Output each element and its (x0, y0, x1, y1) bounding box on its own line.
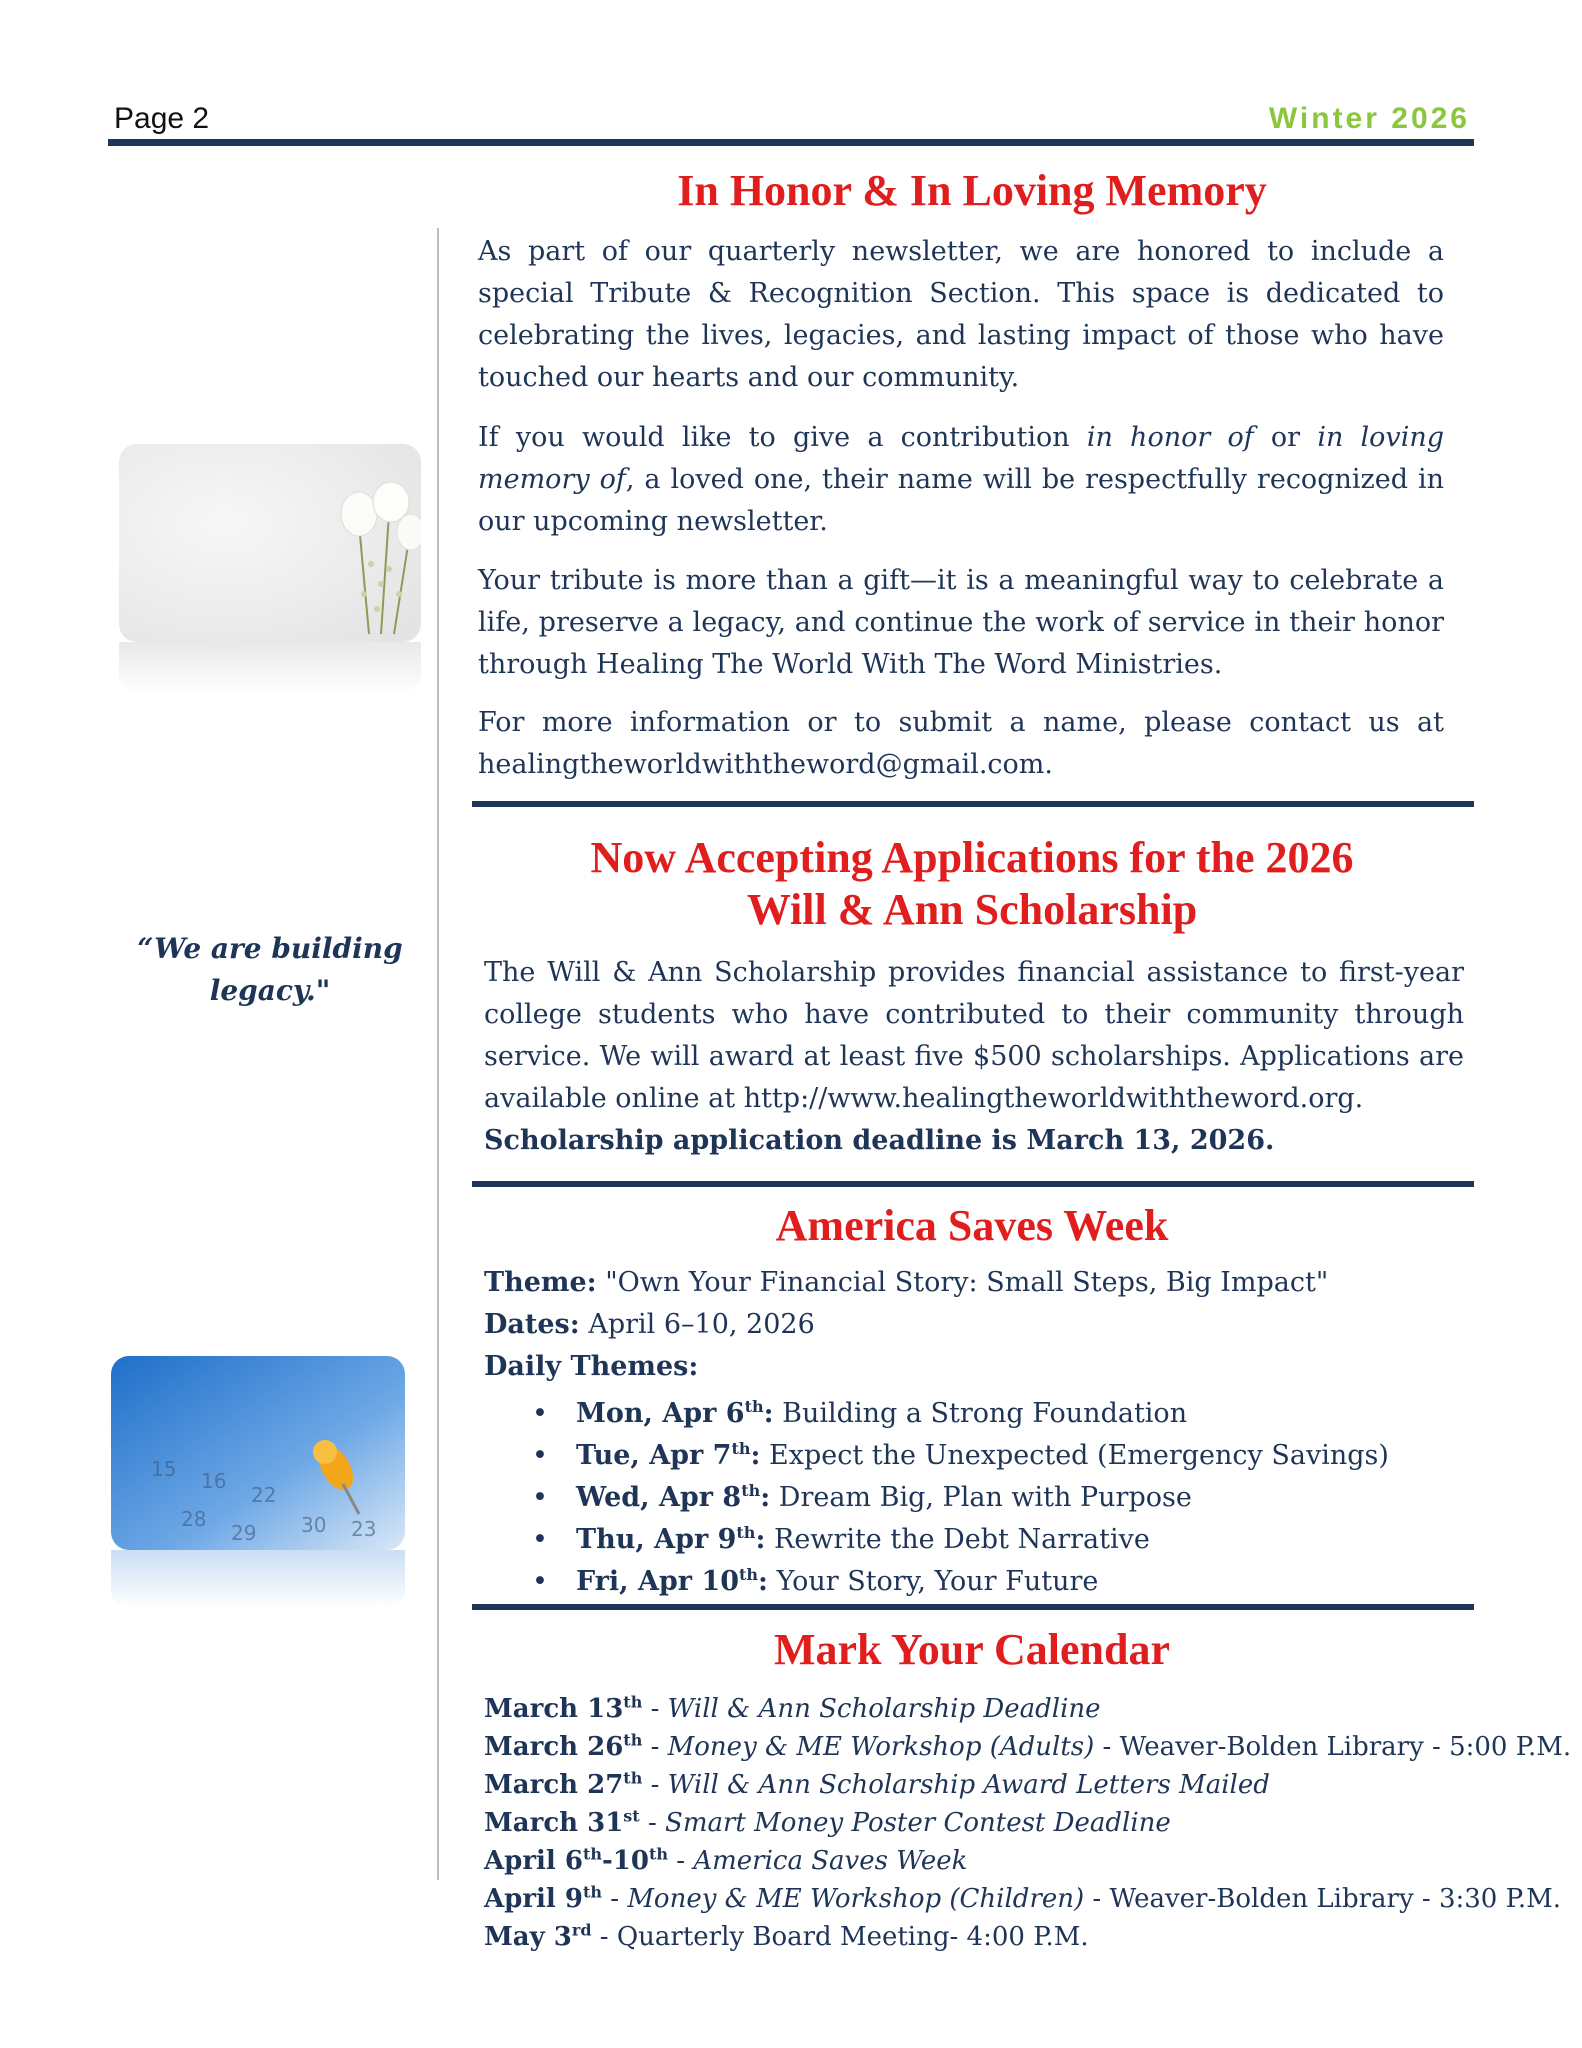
event-separator: - (601, 1884, 628, 1914)
calendar-event (484, 1880, 1561, 1918)
calendar-reflection (111, 1550, 405, 1608)
white-roses-icon (119, 444, 421, 642)
saves-dates-value: April 6–10, 2026 (579, 1309, 815, 1340)
honor-p2-italic-2: in loving memory of (478, 422, 1444, 495)
svg-text:23: 23 (351, 1517, 377, 1541)
event-date: April 6 (484, 1846, 583, 1876)
day-theme: Expect the Unexpected (Emergency Savings) (760, 1440, 1389, 1471)
honor-title: In Honor & In Loving Memory (677, 166, 1267, 215)
white-roses-reflection (119, 642, 421, 694)
day-suffix: th (739, 1565, 759, 1584)
event-name: Money & ME Workshop (Children) (627, 1884, 1085, 1914)
honor-p2-text: If you would like to give a contribution (478, 422, 1087, 453)
day-label: Mon, Apr 6 (576, 1398, 745, 1429)
svg-text:28: 28 (181, 1507, 207, 1531)
saves-daily-label: Daily Themes: (484, 1351, 699, 1382)
calendar-pushpin-icon (111, 1356, 405, 1550)
calendar-event (484, 1690, 1101, 1728)
day-colon: : (758, 1566, 769, 1597)
list-item (576, 1477, 1389, 1519)
saves-theme (484, 1262, 1464, 1304)
day-colon: : (760, 1482, 771, 1513)
calendar-title: Mark Your Calendar (774, 1625, 1170, 1674)
scholarship-body: The Will & Ann Scholarship provides financial assistance to first-year college students who have contributed to their community through service. We will award at least five $500 scholarships. Applications are available online at http://www.healingtheworldwiththeword.org. (484, 957, 1464, 1114)
scholarship-title-line-1: Now Accepting Applications for the 2026 (590, 833, 1354, 882)
header-divider (108, 139, 1474, 146)
column-divider (437, 228, 439, 1880)
event-separator: - (642, 1770, 668, 1800)
event-detail: - Weaver-Bolden Library - 3:30 P.M. (1084, 1884, 1561, 1914)
event-name: Smart Money Poster Contest Deadline (665, 1808, 1171, 1838)
calendar-event (484, 1766, 1270, 1804)
event-detail: - Weaver-Bolden Library - 5:00 P.M. (1094, 1732, 1572, 1762)
event-date: March 26 (484, 1732, 624, 1762)
calendar-event (484, 1918, 1089, 1956)
event-date-suffix: rd (571, 1920, 592, 1940)
event-date-suffix: th (623, 1730, 643, 1750)
event-date: May 3 (484, 1922, 572, 1952)
event-separator: - (668, 1846, 694, 1876)
day-theme: Dream Big, Plan with Purpose (770, 1482, 1192, 1513)
event-name: Will & Ann Scholarship Award Letters Mailed (667, 1770, 1270, 1800)
event-name: Will & Ann Scholarship Deadline (667, 1694, 1101, 1724)
svg-text:29: 29 (231, 1521, 257, 1545)
day-suffix: th (736, 1523, 756, 1542)
event-date: March 13 (484, 1694, 624, 1724)
scholarship-title (472, 832, 1472, 936)
honor-paragraph-4: For more information or to submit a name, please contact us at healingtheworldwiththeword@gmail.com. (478, 707, 1444, 780)
list-item (576, 1393, 1389, 1435)
svg-text:30: 30 (301, 1513, 327, 1537)
day-label: Tue, Apr 7 (576, 1440, 732, 1471)
section-divider (472, 1181, 1474, 1187)
day-theme: Rewrite the Debt Narrative (765, 1524, 1150, 1555)
event-separator: - (642, 1694, 668, 1724)
calendar-pushpin-photo (111, 1356, 405, 1550)
list-item (576, 1519, 1389, 1561)
section-divider (472, 801, 1474, 807)
event-date-end: -10 (601, 1846, 649, 1876)
day-colon: : (750, 1440, 761, 1471)
event-name: Money & ME Workshop (Adults) (667, 1732, 1095, 1762)
saves-theme-value: "Own Your Financial Story: Small Steps, Big Impact" (596, 1267, 1329, 1298)
event-separator: - (591, 1922, 617, 1952)
svg-text:22: 22 (251, 1483, 277, 1507)
honor-paragraph-3: Your tribute is more than a gift—it is a meaningful way to celebrate a life, preserve a legacy, and continue the work of service in their honor through Healing The World With The Word Ministries. (478, 565, 1444, 680)
day-suffix: th (741, 1481, 761, 1500)
event-name: America Saves Week (693, 1846, 968, 1876)
saves-dates-label: Dates: (484, 1309, 580, 1340)
calendar-event (484, 1728, 1571, 1766)
day-label: Fri, Apr 10 (576, 1566, 740, 1597)
honor-paragraph-2 (478, 417, 1444, 543)
saves-title: America Saves Week (775, 1201, 1169, 1250)
day-colon: : (763, 1398, 774, 1429)
scholarship-deadline: Scholarship application deadline is March 13, 2026. (484, 1125, 1275, 1156)
day-theme: Your Story, Your Future (768, 1566, 1099, 1597)
day-suffix: th (744, 1397, 764, 1416)
daily-themes-list (576, 1393, 1389, 1603)
event-date-suffix: st (623, 1806, 640, 1826)
event-date-end-suffix: th (648, 1844, 668, 1864)
day-label: Wed, Apr 8 (576, 1482, 742, 1513)
scholarship-title-line-2: Will & Ann Scholarship (746, 885, 1198, 934)
event-date-suffix: th (582, 1882, 602, 1902)
day-colon: : (755, 1524, 766, 1555)
day-label: Thu, Apr 9 (576, 1524, 737, 1555)
issue-label: Winter 2026 (1268, 102, 1470, 135)
honor-paragraph-1: As part of our quarterly newsletter, we are honored to include a special Tribute & Recognition Section. This space is dedicated to celebrating the lives, legacies, and lasting impact of those who have touched our hearts and our community. (478, 236, 1444, 393)
event-detail: Quarterly Board Meeting- 4:00 P.M. (616, 1922, 1089, 1952)
day-theme: Building a Strong Foundation (773, 1398, 1188, 1429)
event-date-suffix: th (623, 1692, 643, 1712)
honor-p2-text-3: , a loved one, their name will be respectfully recognized in our upcoming newsletter. (478, 464, 1444, 537)
event-date-suffix: th (623, 1768, 643, 1788)
day-suffix: th (731, 1439, 751, 1458)
page-number: Page 2 (114, 102, 210, 135)
section-divider (472, 1604, 1474, 1610)
calendar-event (484, 1842, 967, 1880)
event-date-suffix: th (582, 1844, 602, 1864)
event-date: April 9 (484, 1884, 583, 1914)
calendar-event (484, 1804, 1171, 1842)
event-separator: - (639, 1808, 666, 1838)
pull-quote: “We are building legacy." (137, 932, 403, 1007)
saves-theme-label: Theme: (484, 1267, 597, 1298)
list-item (576, 1435, 1389, 1477)
list-item (576, 1561, 1389, 1603)
honor-p2-italic-1: in honor of (1086, 422, 1254, 453)
event-separator: - (642, 1732, 668, 1762)
honor-p2-text-2: or (1253, 422, 1318, 453)
event-date: March 31 (484, 1808, 624, 1838)
svg-text:16: 16 (201, 1469, 227, 1493)
saves-dates (484, 1304, 1464, 1346)
event-date: March 27 (484, 1770, 624, 1800)
white-roses-photo (119, 444, 421, 642)
svg-text:15: 15 (151, 1457, 177, 1481)
